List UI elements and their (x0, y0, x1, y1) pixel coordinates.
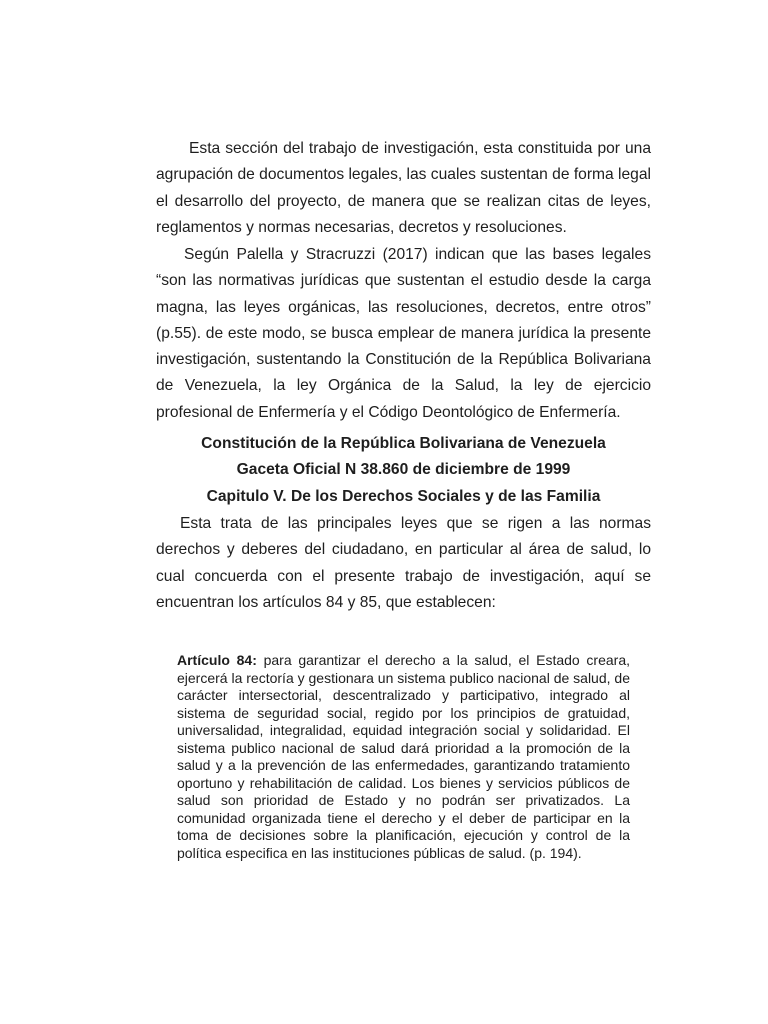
article-84-label: Artículo 84: (177, 652, 257, 668)
legal-bases-paragraph: Según Palella y Stracruzzi (2017) indican que las bases legales “son las normativas jurídicas que sustentan el estudio desde la carga magna, las leyes orgánicas, las resoluciones, decretos, entre otros” (p.55). de este modo, se busca emplear de manera jurídica la presente investigación, sustentando la Constitución de la República Bolivariana de Venezuela, la ley Orgánica de la Salud, la ley de ejercicio profesional de Enfermería y el Código Deontológico de Enfermería. (156, 246, 651, 421)
chapter-heading: Capitulo V. De los Derechos Sociales y de las Familia (206, 488, 601, 505)
constitution-heading: Constitución de la República Bolivariana de Venezuela (201, 435, 606, 452)
article-84-text: para garantizar el derecho a la salud, el Estado creara, ejercerá la rectoría y gestionara un sistema publico nacional de salud, de carácter intersectorial, descentralizado y participativo, integrado al sistema de seguridad social, regido por los principios de gratuidad, universalidad, integralidad, equidad integración social y solidaridad. El sistema publico nacional de salud dará prioridad a la promoción de la salud y a la prevención de las enfermedades, garantizando tratamiento oportuno y rehabilitación de calidad. Los bienes y servicios públicos de salud son prioridad de Estado y no podrán ser privatizados. La comunidad organizada tiene el derecho y el deber de participar en la toma de decisiones sobre la planificación, ejecución y control de la política especifica en las instituciones públicas de salud. (p. 194). (177, 652, 630, 861)
article-84-quote (177, 652, 630, 862)
intro-paragraph: Esta sección del trabajo de investigación, esta constituida por una agrupación de documentos legales, las cuales sustentan de forma legal el desarrollo del proyecto, de manera que se realizan citas de leyes, reglamentos y normas necesarias, decretos y resoluciones. (156, 140, 651, 236)
gazette-heading: Gaceta Oficial N 38.860 de diciembre de 1999 (236, 461, 571, 478)
articles-intro-paragraph: Esta trata de las principales leyes que se rigen a las normas derechos y deberes del ciudadano, en particular al área de salud, lo cual concuerda con el presente trabajo de investigación, aquí se encuentran los artículos 84 y 85, que establecen: (156, 515, 651, 611)
